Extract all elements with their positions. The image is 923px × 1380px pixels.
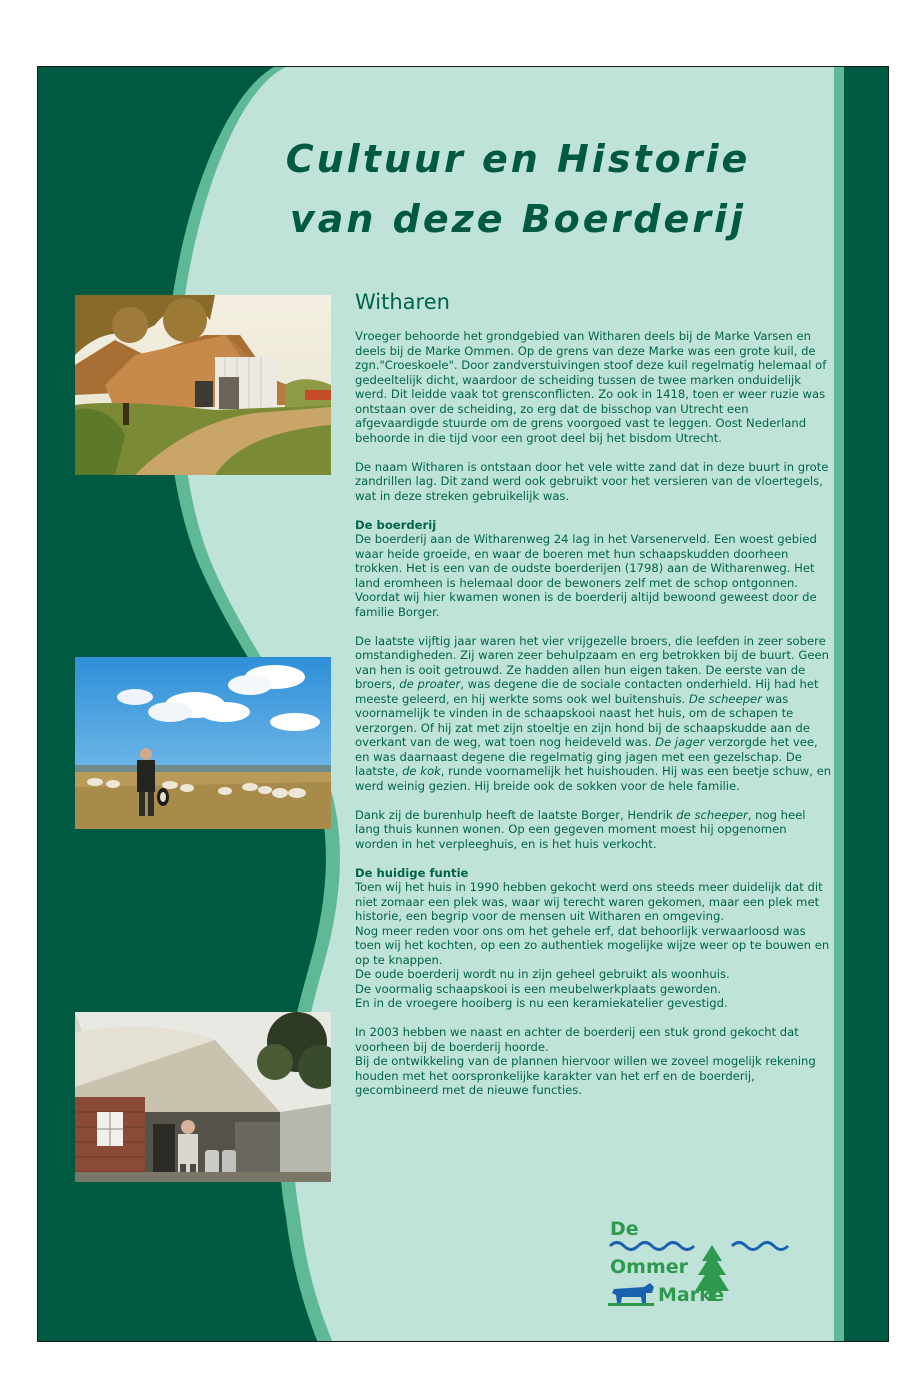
closing-line-1: In 2003 hebben we naast en achter de boerderij een stuk grond gekocht dat voorheen bij de boerderij hoorde. xyxy=(355,1025,799,1054)
logo-word-marke: Marke xyxy=(658,1284,725,1306)
page-title-line-1: Cultuur en Historie xyxy=(285,137,751,181)
functie-line-4: De voormalig schaapskooi is een meubelwerkplaats geworden. xyxy=(355,981,722,996)
paragraph-broers xyxy=(355,634,833,794)
section-text-boerderij: De boerderij aan de Witharenweg 24 lag in het Varsenerveld. Een woest gebied waar heide groeide, en waar de boeren met hun schaapskudden doorheen trokken. Het is een van de oudste boerderijen (1798) aan de Witharenweg. Het land eromheen is helemaal door de bewoners zelf met de schop ontgonnen. Voordat wij hier kwamen wonen is de boerderij altijd bewoond geweest door de familie Borger. xyxy=(355,532,817,619)
poster xyxy=(37,66,889,1342)
broers-text-3: was voornamelijk te vinden in de schaapskooi naast het huis, om de schapen te verzorgen. Of hij zat met zijn stoeltje en zijn hond bij de schaapskudde aan de overkant van de weg, wat toen nog heideveld was. xyxy=(355,691,810,749)
page-title-line-2: van deze Boerderij xyxy=(289,197,747,241)
section-heading-functie: De huidige funtie xyxy=(355,865,469,880)
broers-proater: de proater xyxy=(399,677,461,691)
broers-scheeper: De scheeper xyxy=(688,691,762,706)
logo-word-ommer: Ommer xyxy=(610,1256,689,1278)
functie-line-1: Toen wij het huis in 1990 hebben gekocht werd ons steeds meer duidelijk dat dit niet zomaar een plek was, waar wij terecht waren gekomen, maar een plek met historie, een begrip voor de mensen uit Witharen en omgeving. xyxy=(355,880,823,923)
article-heading: Witharen xyxy=(355,290,450,314)
paragraph-marke: Vroeger behoorde het grondgebied van Witharen deels bij de Marke Varsen en deels bij de Marke Ommen. Op de grens van deze Marke was een grote kuil, de zgn."Croeskoele". Door zandverstuivingen stoof deze kuil regelmatig helemaal of gedeeltelijk dicht, waardoor de scheiding tussen de twee marken onduidelijk werd. Dit leidde vaak tot grensconflicten. Zo ook in 1418, toen er weer ruzie was ontstaan over de scheiding, zo erg dat de bisschop van Utrecht een afgevaardigde stuurde om de grens voorgoed vast te leggen. Oost Nederland behoorde in die tijd voor een groot deel bij het bisdom Utrecht. xyxy=(355,329,827,445)
section-heading-boerderij: De boerderij xyxy=(355,517,437,532)
logo-word-de: De xyxy=(610,1218,639,1240)
farmhouse-with-farmer-photo xyxy=(75,1012,331,1182)
article xyxy=(355,289,833,1098)
right-light-stripe xyxy=(834,67,844,1342)
functie-line-3: De oude boerderij wordt nu in zijn geheel gebruikt als woonhuis. xyxy=(355,967,730,981)
paragraph-witharen-name: De naam Witharen is ontstaan door het vele witte zand dat in deze buurt in grote zandrillen lag. Dit zand werd ook gebruikt voor het versieren van de vloertegels, wat in deze streken gebruikelijk was. xyxy=(355,459,829,503)
right-dark-band xyxy=(844,67,889,1342)
broers-text-2: , was degene die de sociale contacten onderhield. Hij had het meeste geleerd, en hij werkte soms ook wel buitenshuis. xyxy=(355,677,819,706)
thatched-barn-photo xyxy=(75,295,331,475)
section-boerderij xyxy=(355,518,833,620)
broers-kok: de kok xyxy=(402,764,441,778)
section-functie xyxy=(355,866,833,1011)
ommer-marke-logo xyxy=(608,1217,798,1317)
broers-text-1: De laatste vijftig jaar waren het vier vrijgezelle broers, die leefden in zeer sobere omstandigheden. Zij waren zeer behulpzaam en erg betrokken bij de buurt. Geen van hen is ooit getrouwd. Ze hadden allen hun eigen taken. De eerste van de broers, xyxy=(355,633,829,691)
closing-line-2: Bij de ontwikkeling van de plannen hiervoor willen we zoveel mogelijk rekening houden met het oorspronkelijke karakter van het erf en de boerderij, gecombineerd met de nieuwe functies. xyxy=(355,1054,816,1097)
functie-line-5: En in de vroegere hooiberg is nu een keramiekatelier gevestigd. xyxy=(355,996,728,1010)
broers-jager: De jager xyxy=(655,735,705,749)
functie-line-2: Nog meer reden voor ons om het gehele erf, dat behoorlijk verwaarloosd was toen wij het kochten, op een zo authentiek mogelijke wijze weer op te bouwen en op te knappen. xyxy=(355,923,830,967)
shepherd-with-flock-photo xyxy=(75,657,331,829)
paragraph-closing xyxy=(355,1025,833,1098)
paragraph-burenhulp xyxy=(355,808,833,852)
broers-text-5: , runde voornamelijk het huishouden. Hij was een beetje schuw, en werd weinig gezien. Hij breide ook de sokken voor de hele familie. xyxy=(355,764,832,793)
broers-text-4: verzorgde het vee, en was daarnaast degene die regelmatig ging jagen met een gezelschap. De laatste, xyxy=(355,735,818,778)
burenhulp-scheeper: de scheeper xyxy=(676,807,748,822)
burenhulp-text-1: Dank zij de burenhulp heeft de laatste Borger, Hendrik xyxy=(355,807,677,822)
burenhulp-text-2: , nog heel lang thuis kunnen wonen. Op een gegeven moment moest hij opgenomen worden in het verpleeghuis, en is het huis verkocht. xyxy=(355,807,806,851)
